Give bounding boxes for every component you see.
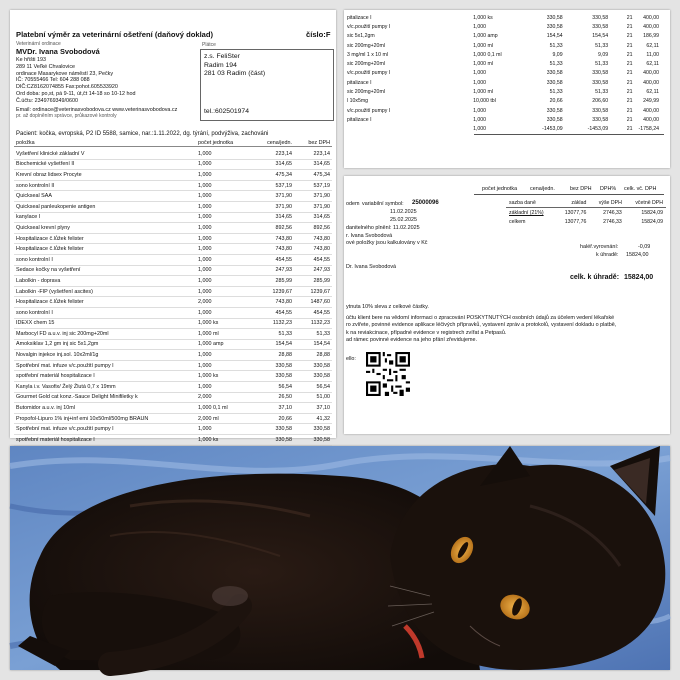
variable-symbol-label: variabilní symbol:: [362, 201, 404, 207]
table-row: [14, 149, 332, 159]
item-net-price: 454,55: [294, 254, 332, 265]
item-name: sono kontrolní I: [14, 307, 196, 318]
item-name: [344, 125, 470, 134]
table-row: [14, 318, 332, 329]
item-quantity: 1,000 ks: [196, 371, 248, 382]
vat-summary-table: sazba daně základ výše DPH včetně DPH základní (21%) 13077,76 2746,33 15824,09 celkem 13077,76 2746,33 15824,09: [506, 198, 666, 227]
summary-col-net: bez DPH: [570, 186, 592, 192]
item-unit-price: 51,33: [549, 89, 563, 96]
summary-col-total: celk. vč. DPH: [624, 186, 657, 192]
vendor-address: Ke hřišti 193 289 11 Veľké Chvalovice ordinace Masarykove náměstí 23, Pečky IČ: 70555466 Tel: 604 288 088 DIČ:CZ8162074855 Fax:pohot.605533920 Ord doba: po,st, pá 9-11, út,čt 14-18 so 10-12 hod Č.účtu: 2349769349/0600 Email: ordinace@veterinasvobodova.cz www.veterinasvobodova.cz pr. až doplněním správce, průkazové kontroly: [16, 57, 178, 120]
item-quantity: 1,000 0,1 ml: [473, 51, 502, 58]
item-quantity: 1,000 ml: [196, 329, 248, 340]
item-name: sic 200mg+20ml: [347, 61, 385, 68]
item-net-price: 371,90: [294, 201, 332, 212]
item-name: pitalizace I: [347, 79, 372, 86]
item-quantity: 2,000: [196, 392, 248, 403]
item-unit-price: 154,54: [546, 33, 563, 40]
item-total-price: 400,00: [643, 14, 659, 21]
item-net-price: 330,58: [294, 435, 332, 446]
item-net-price: 314,65: [294, 159, 332, 170]
item-net-price: 1487,60: [294, 297, 332, 308]
item-net-price: 330,58: [294, 424, 332, 435]
item-net-price: 330,58: [592, 14, 609, 21]
table-row: [14, 382, 332, 393]
item-net-price: 1239,67: [294, 286, 332, 297]
item-name: Novalgin injekce inj.sol. 10x2ml/1g: [14, 350, 196, 361]
item-quantity: 1,000: [473, 70, 487, 77]
due-date: 25.02.2025: [390, 217, 417, 223]
item-quantity: 1,000: [196, 265, 248, 276]
header-divider: [474, 194, 664, 195]
item-vat-rate: 21: [626, 89, 633, 96]
item-quantity: 1,000: [196, 170, 248, 181]
item-name: sono kontrolní II: [14, 180, 196, 191]
item-name: spotřební materiál hospitalizace I: [14, 435, 196, 446]
invoice-page-continuation: [344, 10, 670, 168]
item-net-price: 892,56: [294, 223, 332, 234]
item-total-price: 400,00: [643, 107, 659, 114]
item-net-price: 330,58: [592, 107, 609, 114]
item-total-price: 249,99: [643, 98, 659, 105]
item-quantity: 1,000 ks: [196, 435, 248, 446]
legal-text: ytnuta 10% sleva z celkové částky. účtu klient bere na vědomí informaci o zpracování POSKYTNUTÝCH osobních údajů za účelem vedení lékařské ro zvířete, povinné evidence aplikace léčivých přípravků, vystavení zpráv a protokolů, vystavení dokladu o platbě, k na reviakcinace, případné evidence v registrech zvířat a Petpasů. ad rámec povinné evidence na jeho přání zřevidujeme.: [346, 304, 617, 344]
item-unit-price: 20,66: [549, 98, 563, 105]
item-name: Hospitalizace č.lůžek felister: [14, 244, 196, 255]
item-name: Sedace kočky na vyšetření: [14, 265, 196, 276]
item-quantity: 1,000: [196, 201, 248, 212]
item-net-price: 206,60: [592, 98, 609, 105]
items-table: [14, 149, 332, 477]
table-row: [344, 22, 662, 31]
item-total-price: 400,00: [643, 79, 659, 86]
item-total-price: 11,00: [646, 51, 659, 58]
table-row: [344, 115, 662, 124]
summary-col-vat: DPH%: [600, 186, 617, 192]
summary-col-price: cena/jedn.: [530, 186, 555, 192]
item-unit-price: 9,09: [552, 51, 563, 58]
table-row: [14, 360, 332, 371]
table-row: [14, 159, 332, 170]
odem-label: odem: [346, 201, 360, 207]
item-net-price: 330,58: [592, 79, 609, 86]
qr-code-icon: [366, 352, 410, 396]
to-pay-value: 15824,00: [626, 252, 649, 258]
item-vat-rate: 21: [626, 79, 633, 86]
item-vat-rate: 21: [626, 126, 633, 133]
table-row: [14, 371, 332, 382]
item-net-price: 537,19: [294, 180, 332, 191]
item-quantity: 1,000: [473, 116, 487, 123]
item-unit-price: 537,19: [248, 180, 294, 191]
item-unit-price: 743,80: [248, 233, 294, 244]
table-row: [14, 276, 332, 287]
to-pay-label: k úhradě:: [596, 252, 619, 258]
table-row: [344, 106, 662, 115]
table-row: [14, 435, 332, 446]
item-unit-price: 37,10: [248, 403, 294, 414]
item-unit-price: 314,65: [248, 212, 294, 223]
table-row: [344, 50, 662, 59]
item-quantity: 1,000: [196, 350, 248, 361]
item-quantity: 1,000: [196, 191, 248, 202]
item-quantity: 1,000 amp: [473, 33, 498, 40]
item-vat-rate: 21: [626, 14, 633, 21]
table-row: [14, 329, 332, 340]
table-row: [14, 212, 332, 223]
item-total-price: 400,00: [643, 70, 659, 77]
item-name: Quickseal SAA: [14, 191, 196, 202]
item-quantity: 2,000 ml: [196, 413, 248, 424]
item-total-price: -1758,24: [638, 126, 659, 133]
item-net-price: 330,58: [294, 360, 332, 371]
table-row: [14, 244, 332, 255]
item-net-price: -1453,09: [587, 126, 609, 133]
item-quantity: 1,000: [196, 159, 248, 170]
invoice-page-summary: [344, 176, 670, 434]
client-phone: tel.:602501974: [204, 108, 249, 115]
item-total-price: 62,11: [646, 61, 659, 68]
invoice-number-label: číslo:F: [306, 30, 331, 39]
item-quantity: 1,000 ks: [473, 14, 493, 21]
item-net-price: 154,54: [592, 33, 609, 40]
item-name: pitalizace I: [347, 14, 372, 21]
issue-date: 11.02.2025: [390, 209, 417, 215]
item-quantity: 1,000: [196, 212, 248, 223]
sum-divider: [474, 134, 664, 135]
item-name: l 10x5mg: [347, 98, 369, 105]
item-net-price: 51,33: [595, 61, 609, 68]
item-net-price: 1132,23: [294, 318, 332, 329]
item-unit-price: 371,90: [248, 201, 294, 212]
item-name: Hospitalizace č.lůžek felister: [14, 297, 196, 308]
table-row: [344, 59, 662, 68]
item-quantity: 1,000: [473, 126, 487, 133]
item-vat-rate: 21: [626, 51, 633, 58]
item-total-price: 62,11: [646, 89, 659, 96]
item-net-price: 330,58: [592, 116, 609, 123]
item-quantity: 1,000: [473, 79, 487, 86]
table-row: [14, 286, 332, 297]
item-quantity: 1,000: [473, 107, 487, 114]
item-quantity: 1,000: [196, 244, 248, 255]
item-net-price: 37,10: [294, 403, 332, 414]
item-vat-rate: 21: [626, 33, 633, 40]
rounding-value: -0,09: [638, 244, 651, 250]
item-name: v/c.použití pumpy I: [347, 107, 391, 114]
item-unit-price: 330,58: [546, 79, 563, 86]
item-net-price: 51,33: [294, 329, 332, 340]
item-unit-price: 454,55: [248, 307, 294, 318]
item-name: Spotřební mat. infuze v/c.použití pumpy I: [14, 424, 196, 435]
item-net-price: 475,34: [294, 170, 332, 181]
item-quantity: 1,000: [196, 360, 248, 371]
item-net-price: 743,80: [294, 233, 332, 244]
qr-label: ello:: [346, 356, 356, 362]
item-net-price: 330,58: [294, 371, 332, 382]
item-unit-price: 330,58: [546, 14, 563, 21]
item-name: IDEXX chem 15: [14, 318, 196, 329]
item-unit-price: 26,50: [248, 392, 294, 403]
item-unit-price: 743,80: [248, 297, 294, 308]
client-address: z.s. FeliSter Radim 194 281 03 Radim (část): [204, 53, 266, 78]
item-quantity: 1,000: [196, 276, 248, 287]
item-quantity: 1,000: [196, 286, 248, 297]
summary-col-count: počet jednotka: [482, 186, 518, 192]
item-net-price: 51,33: [595, 42, 609, 49]
item-vat-rate: 21: [626, 70, 633, 77]
table-row: [344, 97, 662, 106]
table-row: [14, 223, 332, 234]
item-vat-rate: 21: [626, 116, 633, 123]
table-row: [14, 413, 332, 424]
item-name: sono kontrolní I: [14, 254, 196, 265]
table-row: [344, 78, 662, 87]
item-name: v/c.použití pumpy I: [347, 23, 391, 30]
table-row: [14, 191, 332, 202]
item-quantity: 1,000: [196, 307, 248, 318]
item-quantity: 1,000: [196, 254, 248, 265]
item-unit-price: 330,58: [546, 107, 563, 114]
item-net-price: 9,09: [598, 51, 609, 58]
item-net-price: 330,58: [592, 70, 609, 77]
table-row: [14, 424, 332, 435]
item-net-price: 743,80: [294, 244, 332, 255]
item-name: Butomidor a.u.v. inj 10ml: [14, 403, 196, 414]
item-name: 3 mg/ml 1 x 10 ml: [347, 51, 388, 58]
item-quantity: 1,000: [196, 382, 248, 393]
item-name: sic 5x1,2gm: [347, 33, 375, 40]
item-name: Quickseal krevní plyny: [14, 223, 196, 234]
item-name: Krevní obraz lidsex Procyte: [14, 170, 196, 181]
table-row: [344, 41, 662, 50]
item-unit-price: 330,58: [248, 371, 294, 382]
item-name: Labolkin -FIP (vyšetření ascites): [14, 286, 196, 297]
item-name: Marbocyl FD a.u.v. inj sic 200mg+20ml: [14, 329, 196, 340]
item-vat-rate: 21: [626, 61, 633, 68]
item-name: Propofol-Lipuro 1% inj+inf emi 10x50ml/500mg BRAUN: [14, 413, 196, 424]
item-name: sic 200mg+20ml: [347, 89, 385, 96]
table-row: [344, 87, 662, 96]
vat-note: ové položky jsou kalkulovány v Kč: [346, 240, 428, 246]
issuer: r. Ivana Svobodová: [346, 233, 393, 239]
item-unit-price: 475,34: [248, 170, 294, 181]
taxable-date: danitelného plnění: 11.02.2025: [346, 225, 420, 231]
item-net-price: 28,88: [294, 350, 332, 361]
item-unit-price: 285,99: [248, 276, 294, 287]
total-value: 15824,00: [624, 274, 654, 281]
table-row: [344, 13, 662, 22]
item-unit-price: 51,33: [549, 61, 563, 68]
item-vat-rate: 21: [626, 42, 633, 49]
item-net-price: 330,58: [592, 23, 609, 30]
item-name: Hospitalizace č.lůžek felister: [14, 233, 196, 244]
item-unit-price: 330,58: [248, 424, 294, 435]
item-quantity: 10,000 tbl: [473, 98, 496, 105]
item-name: sic 200mg+20ml: [347, 42, 385, 49]
table-row: [344, 125, 662, 134]
table-row: [344, 32, 662, 41]
item-net-price: 51,00: [294, 392, 332, 403]
item-net-price: 41,32: [294, 413, 332, 424]
item-net-price: 223,14: [294, 149, 332, 159]
table-row: [14, 233, 332, 244]
item-total-price: 62,11: [646, 42, 659, 49]
table-row: [14, 201, 332, 212]
invoice-page-left: [10, 10, 336, 443]
table-row: [14, 170, 332, 181]
item-net-price: 56,54: [294, 382, 332, 393]
item-quantity: 1,000: [196, 149, 248, 159]
total-label: celk. k úhradě:: [570, 274, 620, 281]
vendor-caption: Veterinární ordinace: [16, 41, 61, 47]
item-unit-price: 51,33: [248, 329, 294, 340]
item-unit-price: 20,66: [248, 413, 294, 424]
item-net-price: 314,65: [294, 212, 332, 223]
item-name: Vyšetření klinické základní V: [14, 149, 196, 159]
item-unit-price: 314,65: [248, 159, 294, 170]
item-quantity: 1,000 ml: [473, 89, 493, 96]
item-name: kanylace I: [14, 212, 196, 223]
client-caption: Plátce: [202, 42, 216, 48]
item-quantity: 1,000: [196, 223, 248, 234]
item-unit-price: 51,33: [549, 42, 563, 49]
item-name: spotřební materiál hospitalizace I: [14, 371, 196, 382]
item-total-price: 400,00: [643, 116, 659, 123]
vendor-name: MVDr. Ivana Svobodová: [16, 47, 100, 56]
item-vat-rate: 21: [626, 98, 633, 105]
table-row: [14, 265, 332, 276]
item-unit-price: 743,80: [248, 244, 294, 255]
item-unit-price: 1239,67: [248, 286, 294, 297]
item-net-price: 51,33: [595, 89, 609, 96]
item-name: Spotřební mat. infuze v/c.použití pumpy I: [14, 360, 196, 371]
item-quantity: 1,000 amp: [196, 339, 248, 350]
table-row: [14, 350, 332, 361]
table-row: [14, 392, 332, 403]
item-unit-price: 454,55: [248, 254, 294, 265]
table-row: [14, 254, 332, 265]
item-name: v/c.použití pumpy I: [347, 70, 391, 77]
item-net-price: 154,54: [294, 339, 332, 350]
item-unit-price: 330,58: [248, 360, 294, 371]
item-quantity: 1,000: [196, 180, 248, 191]
table-row: [14, 339, 332, 350]
item-unit-price: 330,58: [546, 23, 563, 30]
item-quantity: 1,000: [473, 23, 487, 30]
item-vat-rate: 21: [626, 107, 633, 114]
item-unit-price: 330,58: [248, 435, 294, 446]
item-total-price: 186,99: [643, 33, 659, 40]
item-name: Amoksiklav 1,2 gm inj sic 5x1,2gm: [14, 339, 196, 350]
item-unit-price: 371,90: [248, 191, 294, 202]
item-unit-price: 223,14: [248, 149, 294, 159]
kitten-photo: [10, 446, 670, 670]
item-unit-price: 330,58: [546, 116, 563, 123]
item-net-price: 285,99: [294, 276, 332, 287]
item-quantity: 1,000 ks: [196, 318, 248, 329]
item-net-price: 247,93: [294, 265, 332, 276]
item-net-price: 454,55: [294, 307, 332, 318]
item-unit-price: -1453,09: [542, 126, 563, 133]
item-name: Labolkin - doprava: [14, 276, 196, 287]
item-unit-price: 330,58: [546, 70, 563, 77]
item-unit-price: 56,54: [248, 382, 294, 393]
item-quantity: 1,000 ml: [473, 42, 493, 49]
table-row: [14, 307, 332, 318]
table-row: [14, 403, 332, 414]
variable-symbol-value: 25000096: [412, 200, 439, 206]
item-unit-price: 1132,23: [248, 318, 294, 329]
black-kitten-icon: [10, 446, 670, 670]
item-unit-price: 28,88: [248, 350, 294, 361]
item-quantity: 2,000: [196, 297, 248, 308]
item-name: Quickseal panleukopenie antigen: [14, 201, 196, 212]
item-unit-price: 892,56: [248, 223, 294, 234]
items-header: položka počet jednotka cena/jedn. bez DPH: [16, 140, 330, 146]
item-name: Biochemické vyšetření II: [14, 159, 196, 170]
table-row: [14, 180, 332, 191]
item-quantity: 1,000: [196, 233, 248, 244]
patient-info: Pacient: kočka, evropská, P2 ID 5588, samice, nar.:1.11.2022, dg. týrání, podvýživa, zachováni: [16, 131, 269, 137]
item-net-price: 371,90: [294, 191, 332, 202]
continuation-table: [344, 13, 662, 134]
table-row: [344, 69, 662, 78]
item-name: Kanyla i.v. Vasofix/ Želý Žlutá 0,7 x 19mm: [14, 382, 196, 393]
item-name: Gourmet Gold cat konz.-Sauce Delight Minifiletky k: [14, 392, 196, 403]
item-name: pitalizace I: [347, 116, 372, 123]
item-quantity: 1,000 ml: [473, 61, 493, 68]
table-row: [14, 297, 332, 308]
item-unit-price: 154,54: [248, 339, 294, 350]
signature: Dr. Ivana Svobodová: [346, 264, 397, 270]
item-unit-price: 247,93: [248, 265, 294, 276]
item-total-price: 400,00: [643, 23, 659, 30]
item-quantity: 1,000 0,1 ml: [196, 403, 248, 414]
invoice-title: Platební výměr za veterinární ošetření (daňový doklad): [16, 30, 214, 39]
item-quantity: 1,000: [196, 424, 248, 435]
item-vat-rate: 21: [626, 23, 633, 30]
rounding-label: haléř.vyrovnání:: [580, 244, 619, 250]
